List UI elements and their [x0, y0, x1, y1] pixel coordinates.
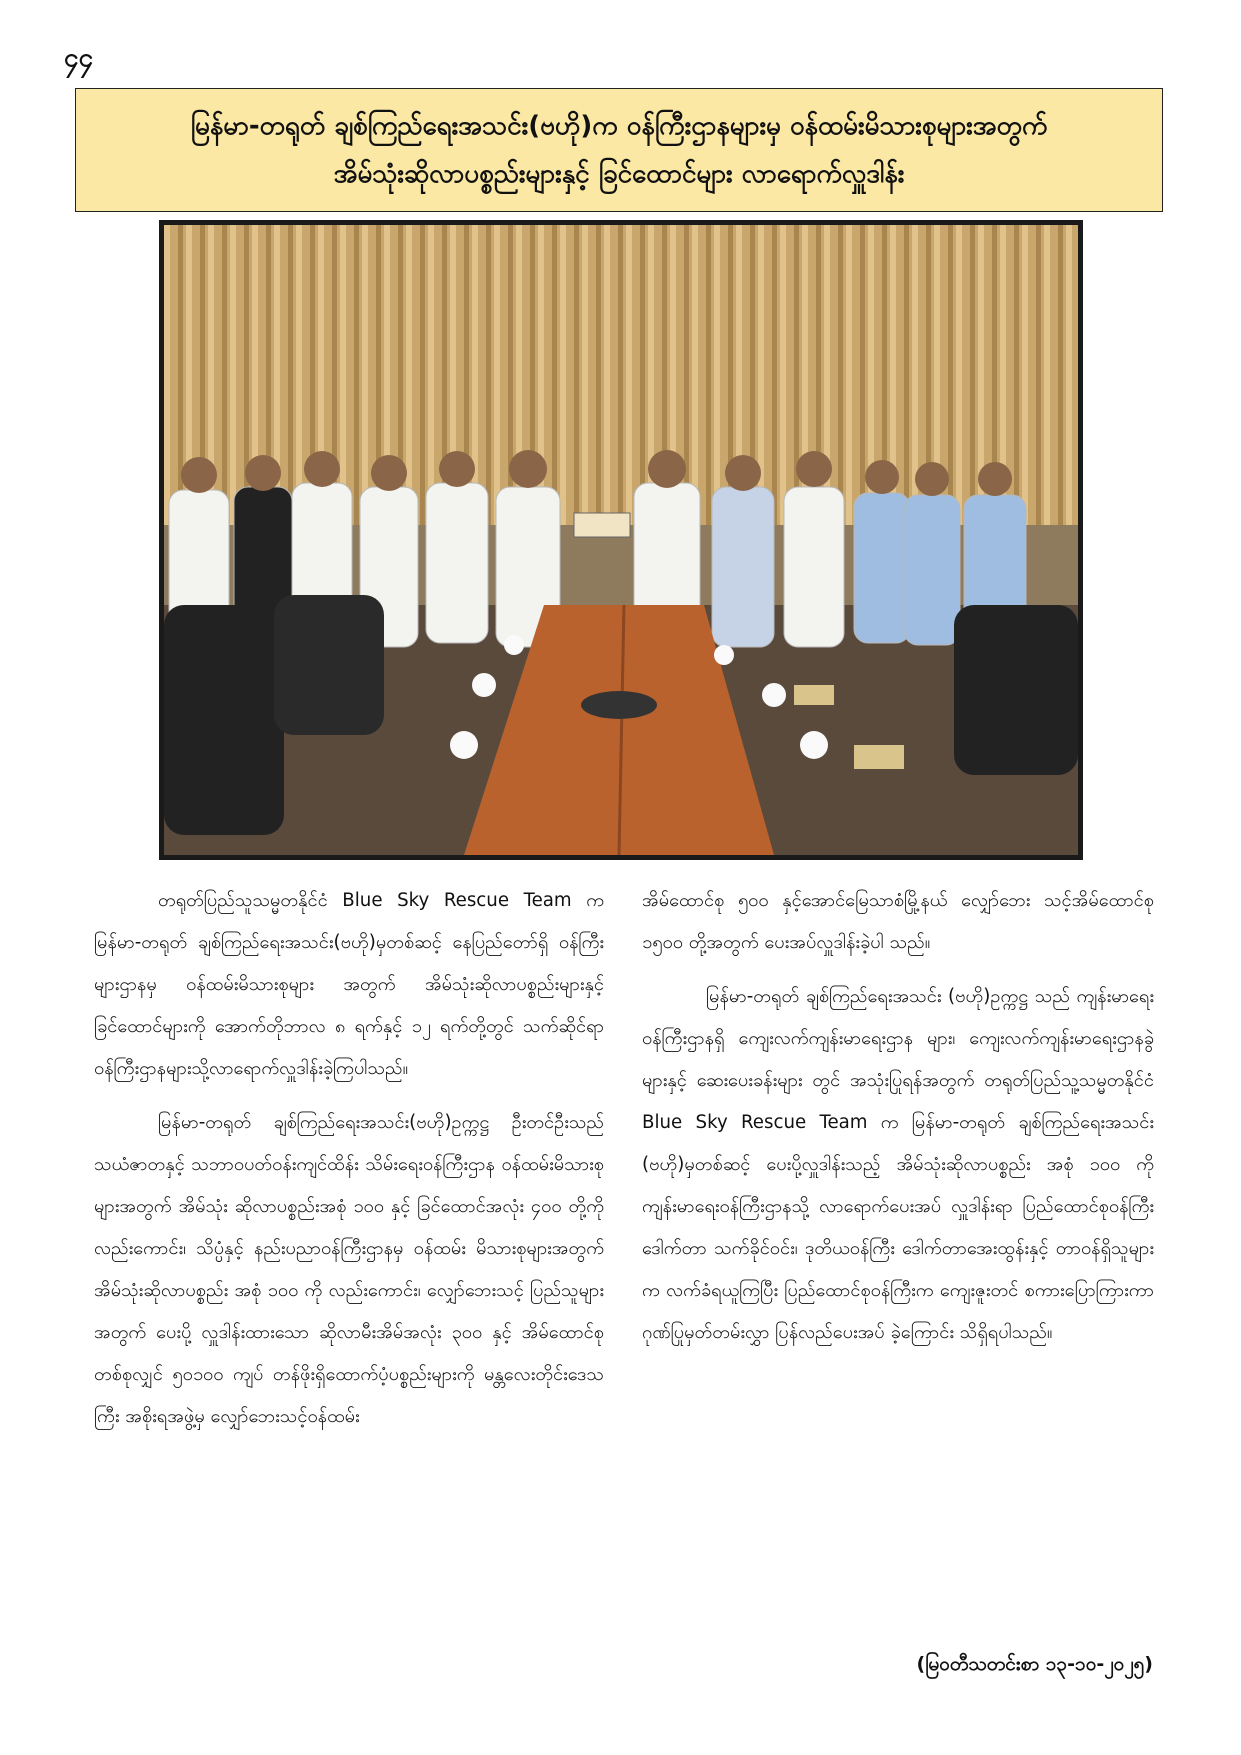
article-paragraph: မြန်မာ-တရုတ် ချစ်ကြည်ရေးအသင်း(ဗဟို)ဥက္ကဋ္ဌ ဦးတင်ဦးသည် သယံဇာတနှင့် သဘာဝပတ်ဝန်းကျင်ထိန်း သိမ်းရေးဝန်ကြီးဌာန ဝန်ထမ်းမိသားစုများအတွက် အိမ်သုံး ဆိုလာပစ္စည်းအစုံ ၁၀၀ နှင့် ခြင်ထောင်အလုံး ၄၀၀ တို့ကို လည်းကောင်း၊ သိပ္ပံနှင့် နည်းပညာဝန်ကြီးဌာနမှ ဝန်ထမ်း မိသားစုများအတွက် အိမ်သုံးဆိုလာပစ္စည်း အစုံ ၁၀၀ ကို လည်းကောင်း၊ လျှော်ဘေးသင့် ပြည်သူများအတွက် ပေးပို့ လှူဒါန်းထားသော ဆိုလာမီးအိမ်အလုံး ၃၀၀ နှင့် အိမ်ထောင်စု တစ်စုလျှင် ၅၀၁၀၀ ကျပ် တန်ဖိုးရှိထောက်ပံ့ပစ္စည်းများကို မန္တလေးတိုင်းဒေသကြီး အစိုးရအဖွဲ့မှ လျှော်ဘေးသင့်ဝန်ထမ်း [94, 1112, 604, 1427]
article-paragraph: မြန်မာ-တရုတ် ချစ်ကြည်ရေးအသင်း (ဗဟို)ဥက္ကဋ္ဌ သည် ကျန်းမာရေးဝန်ကြီးဌာနရှိ ကျေးလက်ကျန်းမာရေးဌာန များ၊ ကျေးလက်ကျန်းမာရေးဌာနခွဲများနှင့် ဆေးပေးခန်းများ တွင် အသုံးပြုရန်အတွက် တရုတ်ပြည်သူ့သမ္မတနိုင်ငံ Blue Sky Rescue Team က မြန်မာ-တရုတ် ချစ်ကြည်ရေးအသင်း (ဗဟို)မှတစ်ဆင့် ပေးပို့လှူဒါန်းသည့် အိမ်သုံးဆိုလာပစ္စည်း အစုံ ၁၀၀ ကို ကျန်းမာရေးဝန်ကြီးဌာနသို့ လာရောက်ပေးအပ် လှူဒါန်းရာ ပြည်ထောင်စုဝန်ကြီး ဒေါက်တာ သက်ခိုင်ဝင်း၊ ဒုတိယဝန်ကြီး ဒေါက်တာအေးထွန်းနှင့် တာဝန်ရှိသူများက လက်ခံရယူကြပြီး ပြည်ထောင်စုဝန်ကြီးက ကျေးဇူးတင် စကားပြောကြားကာ ဂုဏ်ပြုမှတ်တမ်းလွှာ ပြန်လည်ပေးအပ် ခဲ့ကြောင်း သိရှိရပါသည်။ [642, 986, 1154, 1343]
article-paragraph: အိမ်ထောင်စု ၅၀၀ နှင့်အောင်မြေသာစံမြို့နယ် လျှော်ဘေး သင့်အိမ်ထောင်စု ၁၅၀၀ တို့အတွက် ပေးအပ်လှူဒါန်းခဲ့ပါ သည်။ [642, 890, 1154, 953]
article-column-right [642, 880, 1154, 1366]
group-photo-image [164, 225, 1078, 855]
page-number: ၄၄ [64, 43, 94, 73]
headline-line-1: မြန်မာ-တရုတ် ချစ်ကြည်ရေးအသင်း(ဗဟို)က ဝန်ကြီးဌာနများမှ ဝန်ထမ်းမိသားစုများအတွက် [190, 111, 1048, 141]
headline-box [75, 88, 1163, 212]
headline-line-2: အိမ်သုံးဆိုလာပစ္စည်းများနှင့် ခြင်ထောင်များ လာရောက်လှူဒါန်း [333, 159, 905, 189]
article-column-left [94, 880, 604, 1450]
source-citation: (မြဝတီသတင်းစာ ၁၃-၁၀-၂၀၂၅) [916, 1653, 1153, 1675]
article-paragraph: တရုတ်ပြည်သူသမ္မတနိုင်ငံ Blue Sky Rescue Team က မြန်မာ-တရုတ် ချစ်ကြည်ရေးအသင်း(ဗဟို)မှတစ်ဆင့် နေပြည်တော်ရှိ ဝန်ကြီးများဌာနမှ ဝန်ထမ်းမိသားစုများ အတွက် အိမ်သုံးဆိုလာပစ္စည်းများနှင့် ခြင်ထောင်များကို အောက်တိုဘာလ ၈ ရက်နှင့် ၁၂ ရက်တို့တွင် သက်ဆိုင်ရာ ဝန်ကြီးဌာနများသို့လာရောက်လှူဒါန်းခဲ့ကြပါသည်။ [94, 890, 604, 1079]
news-photo [159, 220, 1083, 860]
